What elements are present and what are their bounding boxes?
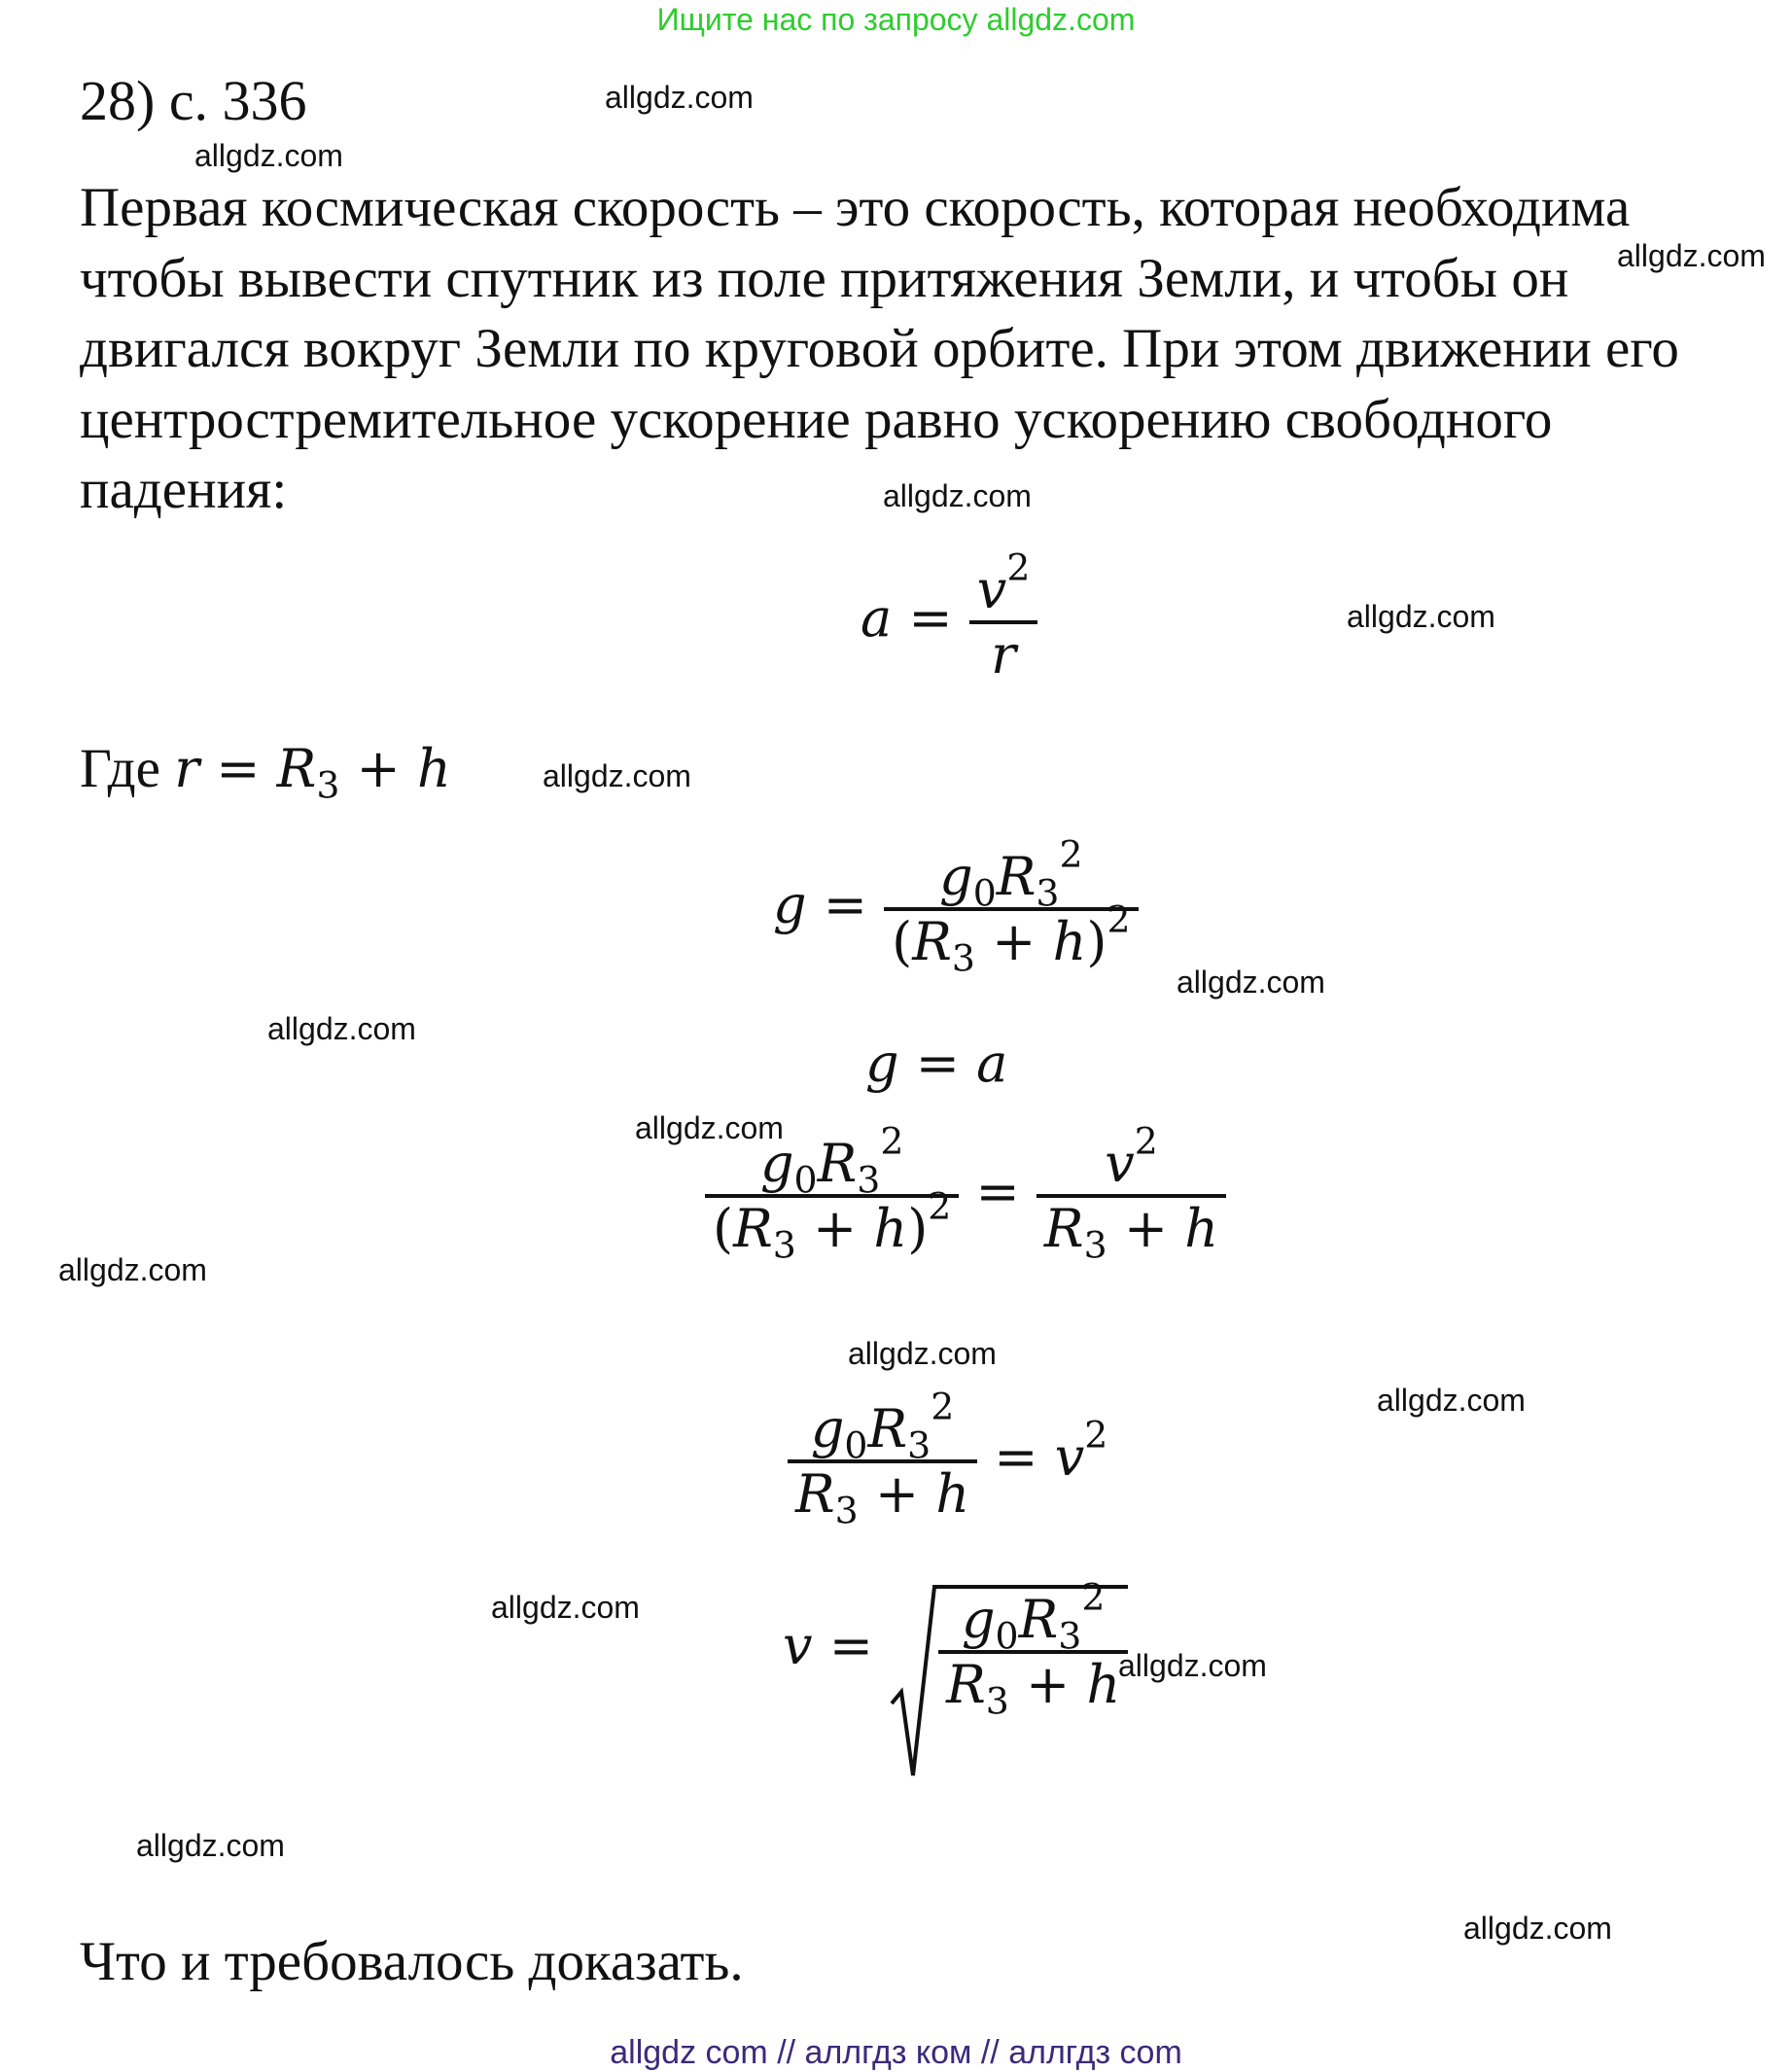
- paragraph-line: центростремительное ускорение равно ускорению свободного: [80, 388, 1553, 450]
- watermark: allgdz.com: [58, 1252, 207, 1287]
- where-clause: [80, 737, 451, 807]
- formula-simplified: $\frac{g_0R_3^2}{R_3 + h}$ = $v^2$: [788, 1398, 1107, 1525]
- watermark: allgdz.com: [883, 478, 1032, 513]
- conclusion: Что и требовалось доказать.: [80, 1931, 744, 1992]
- problem-paragraph: [80, 173, 1752, 526]
- paragraph-line: падения:: [80, 459, 288, 520]
- formula-g-equals-a: g = a: [865, 1033, 1008, 1094]
- radical-sign-icon: [890, 1585, 938, 1779]
- problem-title: 28) с. 336: [80, 69, 307, 132]
- paragraph-line: двигался вокруг Земли по круговой орбите. При этом движении его: [80, 318, 1679, 379]
- formula-first-cosmic-velocity: v = $\frac{g_0R_3^2}{R_3 + h}$: [783, 1585, 1128, 1715]
- watermark: allgdz.com: [1177, 965, 1325, 1000]
- watermark: allgdz.com: [136, 1828, 285, 1863]
- watermark: allgdz.com: [1347, 599, 1495, 634]
- watermark: allgdz.com: [1377, 1383, 1526, 1418]
- formula-gravity-at-height: g = $\frac{g_0R_3^2}{(R_3 + h)^2}$: [773, 846, 1139, 972]
- watermark: allgdz.com: [1617, 238, 1766, 273]
- top-banner[interactable]: Ищите нас по запросу allgdz.com: [656, 2, 1136, 37]
- watermark: allgdz.com: [605, 80, 754, 115]
- paragraph-line: Первая космическая скорость – это скорость, которая необходима: [80, 177, 1631, 238]
- formula-radius: $r = R_3 + h$: [174, 738, 451, 807]
- watermark: allgdz.com: [635, 1110, 784, 1145]
- paragraph-line: чтобы вывести спутник из поле притяжения Земли, и чтобы он: [80, 247, 1569, 309]
- watermark: allgdz.com: [491, 1590, 640, 1625]
- where-label: Где: [80, 738, 160, 799]
- formula-centripetal-acceleration: a = $\frac{v^2}{r}$: [861, 559, 1037, 685]
- watermark: allgdz.com: [267, 1011, 416, 1046]
- watermark: allgdz.com: [543, 758, 691, 793]
- watermark: allgdz.com: [194, 138, 343, 173]
- footer-links[interactable]: allgdz com // аллгдз ком // аллгдз com: [610, 2034, 1182, 2071]
- square-root: $\frac{g_0R_3^2}{R_3 + h}$: [890, 1585, 1128, 1715]
- formula-equality: $\frac{g_0R_3^2}{(R_3 + h)^2}$ = $\frac{v^2}{R_3 + h}$: [705, 1133, 1226, 1259]
- watermark: allgdz.com: [848, 1336, 997, 1371]
- watermark: allgdz.com: [1463, 1911, 1612, 1946]
- watermark: allgdz.com: [1118, 1648, 1267, 1683]
